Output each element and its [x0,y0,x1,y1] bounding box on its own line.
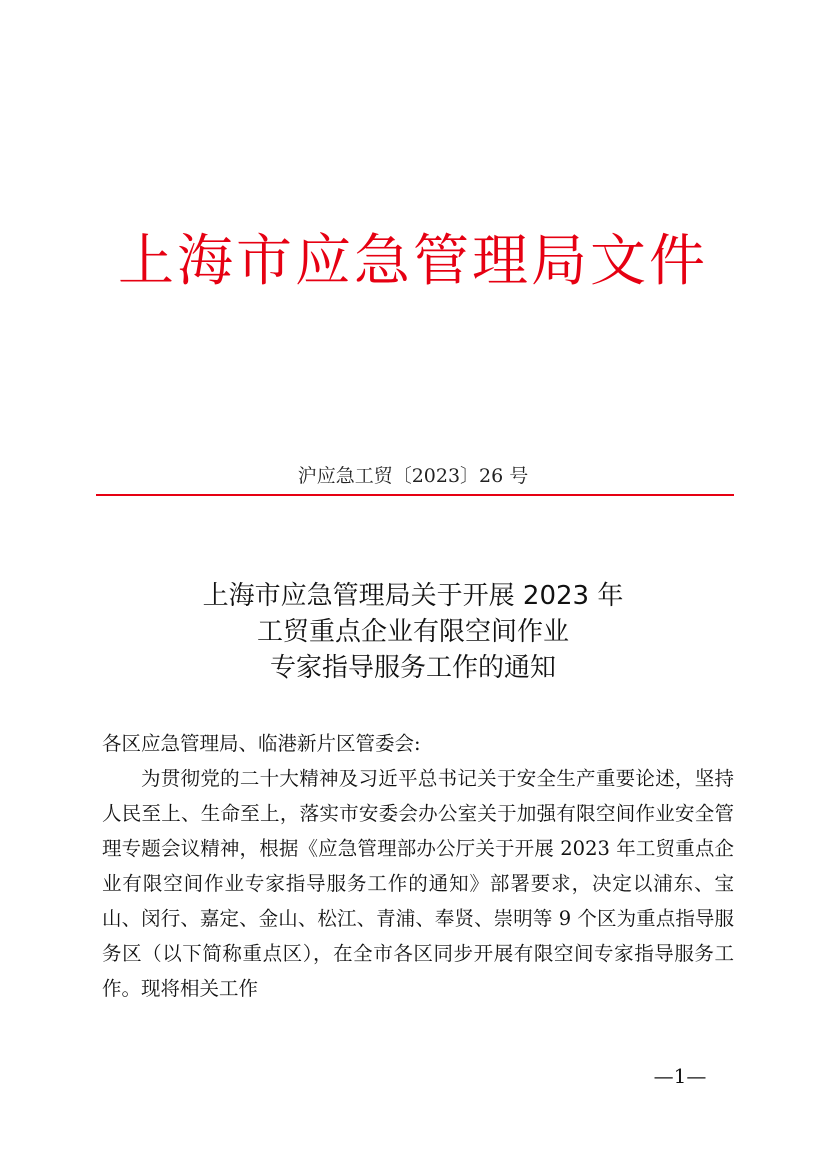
page-number: —1— [653,1064,707,1088]
title-line-1: 上海市应急管理局关于开展 2023 年 [202,581,624,611]
document-number: 沪应急工贸〔2023〕26 号 [297,465,529,487]
document-title [0,578,826,686]
document-body [102,726,734,1006]
red-separator-line [96,494,734,496]
salutation: 各区应急管理局、临港新片区管委会: [102,732,421,755]
title-line-2: 工贸重点企业有限空间作业 [256,617,569,647]
issuing-authority-header: 上海市应急管理局文件 [118,229,708,294]
title-line-3: 专家指导服务工作的通知 [269,653,556,683]
body-paragraph: 为贯彻党的二十大精神及习近平总书记关于安全生产重要论述，坚持人民至上、生命至上，落实市安委会办公室关于加强有限空间作业安全管理专题会议精神，根据《应急管理部办公厅关于开展 2023 年工贸重点企业有限空间作业专家指导服务工作的通知》部署要求，决定以浦东、宝山、闵行、嘉定、金山、松江、青浦、奉贤、崇明等 9 个区为重点指导服务区（以下简称重点区），在全市各区同步开展有限空间专家指导服务工作。现将相关工作 [102,767,734,1000]
